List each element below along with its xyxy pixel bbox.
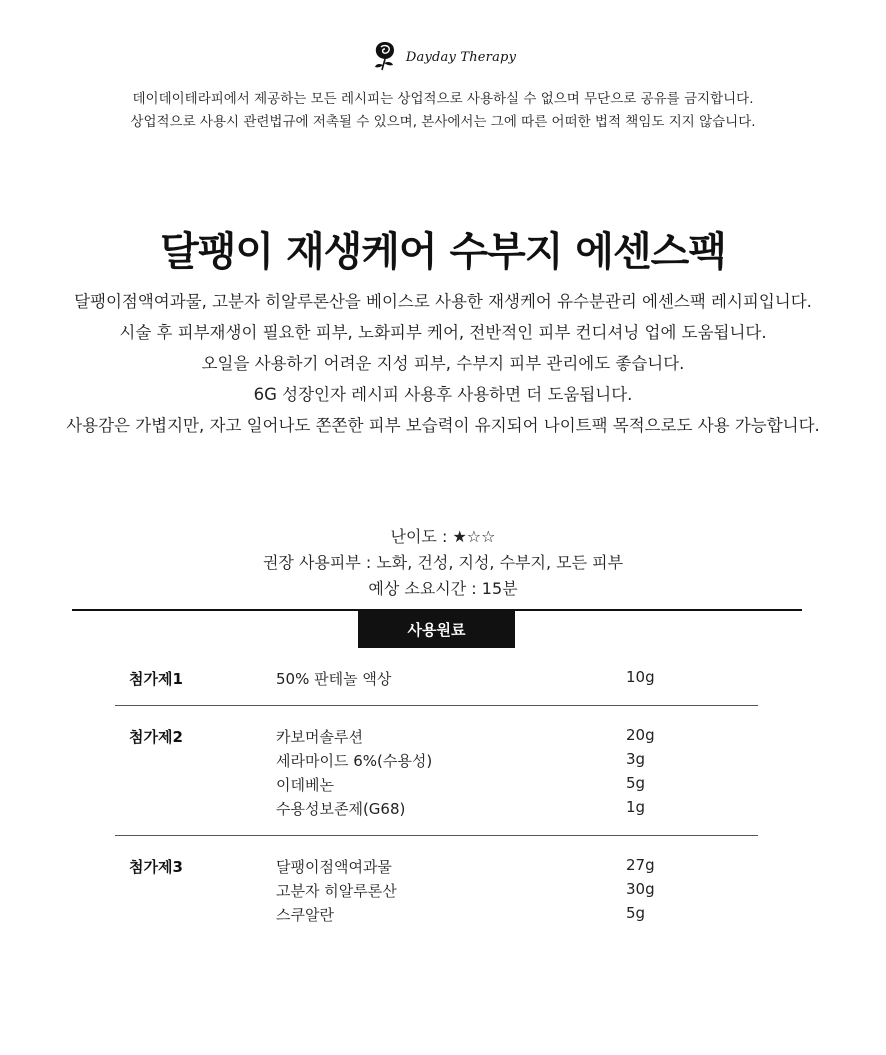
ingredient-amount: 10g xyxy=(626,668,655,686)
ingredient-amount: 27g xyxy=(626,856,655,874)
brand-logo xyxy=(0,38,886,76)
ingredient-name: 고분자 히알루론산 xyxy=(276,882,397,900)
group-divider xyxy=(115,835,758,836)
ingredient-name: 이데베논 xyxy=(276,776,334,794)
recommended-skin: 권장 사용피부 : 노화, 건성, 지성, 수부지, 모든 피부 xyxy=(262,553,624,572)
group-divider xyxy=(115,705,758,706)
description-line: 달팽이점액여과물, 고분자 히알루론산을 베이스로 사용한 재생케어 유수분관리 에센스팩 레시피입니다. xyxy=(74,292,812,311)
ingredients-badge: 사용원료 xyxy=(358,611,515,648)
recipe-meta xyxy=(0,524,886,602)
ingredient-name: 세라마이드 6%(수용성) xyxy=(276,752,433,770)
description-line: 6G 성장인자 레시피 사용후 사용하면 더 도움됩니다. xyxy=(253,385,633,404)
group-label: 첨가제3 xyxy=(129,858,183,876)
description-line: 사용감은 가볍지만, 자고 일어나도 쫀쫀한 피부 보습력이 유지되어 나이트팩 목적으로도 사용 가능합니다. xyxy=(66,416,820,435)
brand-name: Dayday Therapy xyxy=(405,49,517,65)
group-label: 첨가제1 xyxy=(129,670,183,688)
recipe-description xyxy=(0,286,886,441)
estimated-time: 예상 소요시간 : 15분 xyxy=(368,579,518,598)
rose-icon xyxy=(370,38,400,76)
ingredient-amount: 5g xyxy=(626,774,646,792)
ingredient-name: 수용성보존제(G68) xyxy=(276,800,406,818)
group-label: 첨가제2 xyxy=(129,728,183,746)
ingredient-name: 50% 판테놀 액상 xyxy=(276,670,392,688)
ingredient-name: 스쿠알란 xyxy=(276,906,334,924)
ingredient-amount: 5g xyxy=(626,904,646,922)
copyright-notice xyxy=(0,88,886,134)
description-line: 시술 후 피부재생이 필요한 피부, 노화피부 케어, 전반적인 피부 컨디셔닝 업에 도움됩니다. xyxy=(119,323,767,342)
notice-line: 상업적으로 사용시 관련법규에 저촉될 수 있으며, 본사에서는 그에 따른 어떠한 법적 책임도 지지 않습니다. xyxy=(130,114,756,130)
description-line: 오일을 사용하기 어려운 지성 피부, 수부지 피부 관리에도 좋습니다. xyxy=(201,354,685,373)
ingredient-amount: 1g xyxy=(626,798,646,816)
ingredient-amount: 20g xyxy=(626,726,655,744)
ingredient-amount: 30g xyxy=(626,880,655,898)
notice-line: 데이데이테라피에서 제공하는 모든 레시피는 상업적으로 사용하실 수 없으며 무단으로 공유를 금지합니다. xyxy=(132,91,754,107)
difficulty: 난이도 : ★☆☆ xyxy=(390,527,496,546)
recipe-title: 달팽이 재생케어 수부지 에센스팩 xyxy=(160,229,726,275)
ingredient-name: 카보머솔루션 xyxy=(276,728,363,746)
ingredient-name: 달팽이점액여과물 xyxy=(276,858,392,876)
ingredient-amount: 3g xyxy=(626,750,646,768)
